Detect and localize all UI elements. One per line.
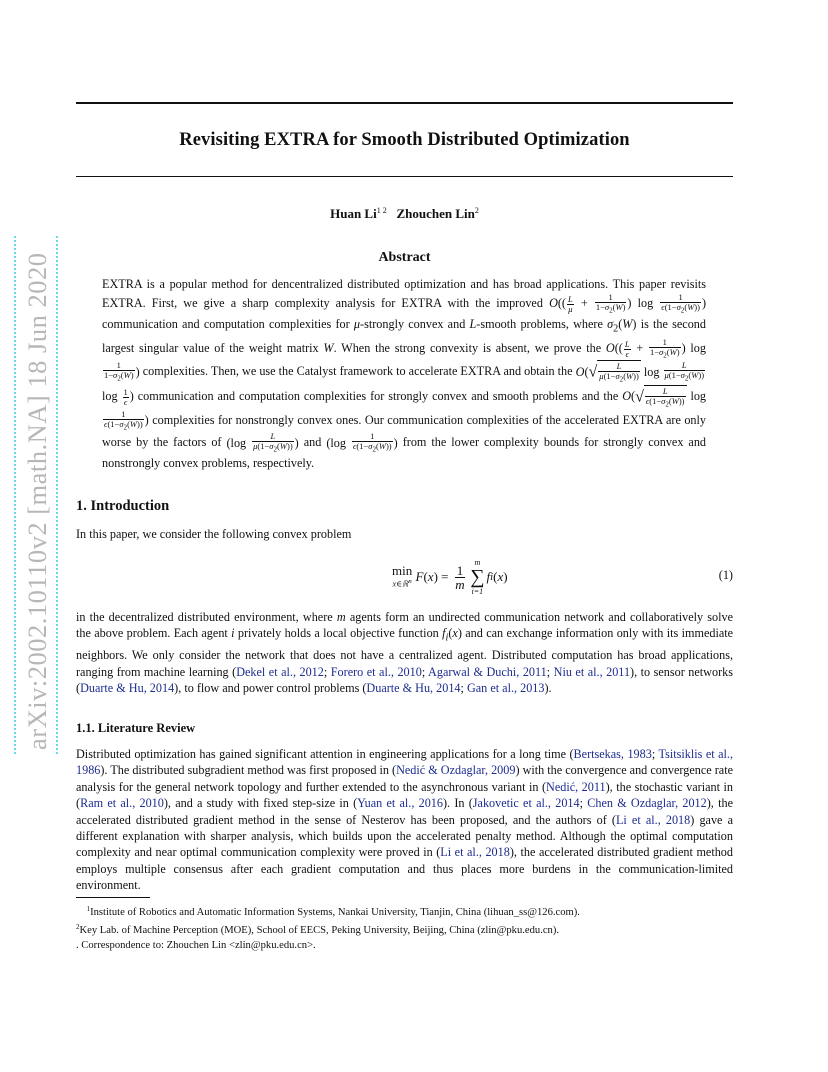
abstract-text: communication and computation complexities for <box>102 316 350 331</box>
citation-link[interactable]: Chen & Ozdaglar, 2012 <box>587 796 707 811</box>
author-list <box>76 206 733 222</box>
citation-link[interactable]: Duarte & Hu, 2014 <box>80 681 175 696</box>
math-inline: O(( $\frac{L}{\epsilon}$ + $\frac{1}{1-\sigma_2(W)}$ ) log $\frac{1}{1-\sigma_2(W)}$ ) <box>104 336 706 384</box>
arxiv-identifier[interactable]: arXiv:2002.10110v2 [math.NA] 18 Jun 2020 <box>22 252 52 750</box>
review-text: ) with the convergence and convergence rate analysis for the general network topology and further extended to the asynchronous variant in ( <box>76 763 733 794</box>
footnote-rule <box>76 897 150 898</box>
review-text: ), the accelerated distributed gradient method employs multiple consensus after each gradient computation and thus places more burdens in the communication-limited environment. <box>76 845 733 893</box>
abstract-heading: Abstract <box>378 250 431 265</box>
abstract-body: EXTRA is a popular method for dencentralized distributed optimization and has broad applications. This paper revisits EXTRA. First, we give a sharp complexity analysis for EXTRA with the improved O(( $\frac{L}{\mu}$ + $\frac{1}{1-\sigma_2(W)}$ ) log $\frac{1}{\epsilon(1-\sigma_2(W))}$ ) communication and computation complexities for μ-strongly convex and L-smooth problems, where $\sigma_2(W)$ is the second largest singular value of the weight matrix W. When the strong convexity is absent, we prove the O(( $\frac{L}{\epsilon}$ + $\frac{1}{1-\sigma_2(W)}$ ) log $\frac{1}{1-\sigma_2(W)}$ ) complexities. Then, we use the Catalyst framework to accelerate EXTRA and obtain the O(√ $\frac{L}{\mu(1-\sigma_2(W))}$ log $\frac{L}{\mu(1-\sigma_2(W))}$ log $\frac{1}{\epsilon}$ ) communication and computation complexities for strongly convex and smooth problems and the O(√ $\frac{L}{\epsilon(1-\sigma_2(W))}$ log $\frac{1}{\epsilon(1-\sigma_2(W))}$ ) complexities for nonstrongly convex ones. Our communication complexities of the accelerated EXTRA are only worse by the factors of (log $\frac{L}{\mu(1-\sigma_2(W))}$ ) and (log $\frac{1}{\epsilon(1-\sigma_2(W))}$ ) from the lower complexity bounds for strongly convex and nonstrongly convex problems, respectively. <box>102 277 707 471</box>
citation-link[interactable]: Ram et al., 2010 <box>80 796 164 811</box>
abstract-text: complexities. Then, we use the Catalyst framework to accelerate EXTRA and obtain the <box>142 364 573 379</box>
review-text: ). In ( <box>443 796 473 811</box>
math-inline: O(√ $\frac{L}{\mu(1-\sigma_2(W))}$ log $\frac{L}{\mu(1-\sigma_2(W))}$ log $\frac{1}{\epsilon}$ ) <box>102 360 705 407</box>
author-affiliation: 1 2 <box>376 206 387 215</box>
intro-text: in the decentralized distributed environment, where <box>76 610 333 624</box>
equation-body: min x∈ℝ$^n$ F ( x ) = $\frac{1}{m}$ m ∑ i=1 f i ( x ) <box>392 558 508 596</box>
math-inline: (log $\frac{1}{\epsilon(1-\sigma_2(W))}$ ) <box>326 431 398 455</box>
abstract-text: and <box>303 435 322 450</box>
title-rule-bottom <box>76 176 733 177</box>
paper-title: Revisiting EXTRA for Smooth Distributed Optimization <box>179 130 630 150</box>
abstract-text: EXTRA is a popular method for dencentralized distributed optimization and has broad applications. This paper revisits EXTRA. First, we give a sharp complexity analysis for EXTRA with the improved <box>102 277 706 311</box>
intro-text: ), to flow and power control problems ( <box>174 681 367 696</box>
title-rule-top <box>76 102 733 104</box>
review-text: ), and a study with fixed step-size in ( <box>163 796 358 811</box>
review-paragraph: Distributed optimization has gained significant attention in engineering applications for a long time (Bertsekas, 1983; Tsitsiklis et al., 1986). The distributed subgradient method was first proposed in (Nedić & Ozdaglar, 2009) with the convergence and convergence rate analysis for the general network topology and further extended to the asynchronous variant in (Nedić, 2011), the stochastic variant in (Ram et al., 2010), and a study with fixed step-size in (Yuan et al., 2016). In (Jakovetic et al., 2014; Chen & Ozdaglar, 2012), the accelerated distributed gradient method in the sense of Nesterov has been proposed, and the authors of (Li et al., 2018) gave a different explanation with sharper analysis, which builds upon the accelerated penalty method. Although the optimal computation complexity and near optimal communication complexity were proved in (Li et al., 2018), the accelerated distributed gradient method employs multiple consensus after each gradient computation and thus places more burdens in the communication-limited environment. <box>76 747 733 893</box>
citation-link[interactable]: Tsitsiklis et al., 1986 <box>76 747 733 778</box>
citation-link[interactable]: Bertsekas, 1983 <box>573 747 652 761</box>
citation-link[interactable]: Niu et al., 2011 <box>553 664 631 679</box>
citation-link[interactable]: Agarwal & Duchi, 2011 <box>428 664 547 679</box>
footnotes <box>76 902 733 953</box>
abstract-text: is the second largest singular value of the weight matrix <box>102 316 706 355</box>
intro-text: and can exchange information only with its immediate neighbors. We only consider the network that does not have a centralized agent. Distributed computation has broad applications, ranging from machine learning ( <box>76 626 734 679</box>
equation-number: (1) <box>718 568 733 582</box>
footnote-text: Key Lab. of Machine Perception (MOE), School of EECS, Peking University, Beijing, China (zlin@pku.edu.cn). <box>79 925 560 937</box>
citation-link[interactable]: Nedić, 2011 <box>546 779 606 794</box>
footnote-text: Institute of Robotics and Automatic Information Systems, Nankai University, Tianjin, China (lihuan_ss@126.com). <box>90 907 580 918</box>
abstract-text: complexities for nonstrongly convex ones. Our communication complexities of the accelerated EXTRA are only worse by the factors of <box>102 412 707 450</box>
author-name: Huan Li <box>330 206 377 221</box>
intro-text: privately holds a local objective function <box>237 626 439 641</box>
footnote-text: . Correspondence to: Zhouchen Lin <zlin@pku.edu.cn>. <box>76 939 316 951</box>
citation-link[interactable]: Li et al., 2018 <box>440 845 510 860</box>
abstract-text: -smooth problems, where <box>476 316 603 331</box>
section-heading-introduction: 1. Introduction <box>76 498 170 514</box>
abstract-text: -strongly convex and <box>360 316 466 331</box>
footnote <box>76 939 733 953</box>
math-inline: O(√ $\frac{L}{\epsilon(1-\sigma_2(W))}$ log $\frac{1}{\epsilon(1-\sigma_2(W))}$ ) <box>104 386 707 432</box>
citation-link[interactable]: Gan et al., 2013 <box>466 681 545 696</box>
math-inline: (log $\frac{L}{\mu(1-\sigma_2(W))}$ ) <box>226 431 299 455</box>
review-text: ). The distributed subgradient method was first proposed in ( <box>100 763 397 778</box>
intro-text: ). <box>544 681 552 696</box>
intro-text: agents form an undirected communication network and collaboratively solve the above problem. Each agent <box>76 610 734 641</box>
citation-link[interactable]: Jakovetic et al., 2014 <box>472 796 580 811</box>
author-affiliation: 2 <box>474 206 479 215</box>
equation-1 <box>76 556 733 598</box>
review-text: Distributed optimization has gained significant attention in engineering applications for a long time ( <box>76 747 574 761</box>
review-text: ) gave a different explanation with sharper analysis, which builds upon the accelerated penalty method. Although the optimal computation complexity and near optimal communication complexity were proved in ( <box>76 812 733 860</box>
intro-text: In this paper, we consider the following convex problem <box>76 527 352 541</box>
abstract-text: from the lower complexity bounds for strongly convex and nonstrongly convex problems, respectively. <box>102 435 707 471</box>
citation-link[interactable]: Nedić & Ozdaglar, 2009 <box>396 763 516 778</box>
citation-link[interactable]: Li et al., 2018 <box>615 812 691 827</box>
intro-paragraph: in the decentralized distributed environment, where m agents form an undirected communication network and collaboratively solve the above problem. Each agent i privately holds a local objective function $f_i(x)$ and can exchange information only with its immediate neighbors. We only consider the network that does not have a centralized agent. Distributed computation has broad applications, ranging from machine learning (Dekel et al., 2012; Forero et al., 2010; Agarwal & Duchi, 2011; Niu et al., 2011), to sensor networks (Duarte & Hu, 2014), to flow and power control problems (Duarte & Hu, 2014; Gan et al., 2013). <box>76 610 734 696</box>
citation-link[interactable]: Duarte & Hu, 2014 <box>366 681 461 696</box>
review-text: ), the accelerated distributed gradient method in the sense of Nesterov has been proposed, and the authors of ( <box>76 796 733 827</box>
intro-paragraph <box>76 526 733 542</box>
footnote: $^2$Key Lab. of Machine Perception (MOE), School of EECS, Peking University, Beijing, China (zlin@pku.edu.cn). <box>76 923 560 937</box>
citation-link[interactable]: Forero et al., 2010 <box>330 664 422 679</box>
footnote: $^1$Institute of Robotics and Automatic Information Systems, Nankai University, Tianjin, China (lihuan_ss@126.com). <box>86 905 580 918</box>
math-inline: O(( $\frac{L}{\mu}$ + $\frac{1}{1-\sigma_2(W)}$ ) log $\frac{1}{\epsilon(1-\sigma_2(W))}$ ) <box>549 292 707 315</box>
review-text: ), the stochastic variant in ( <box>76 779 733 811</box>
abstract-text: communication and computation complexities for strongly convex and smooth problems and the <box>137 389 619 404</box>
subsection-heading-literature-review: 1.1. Literature Review <box>76 721 196 735</box>
citation-link[interactable]: Dekel et al., 2012 <box>236 664 324 679</box>
abstract-text: . When the strong convexity is absent, we prove the <box>333 340 602 355</box>
author-name: Zhouchen Lin <box>396 206 475 221</box>
citation-link[interactable]: Yuan et al., 2016 <box>357 796 443 811</box>
intro-text: ), to sensor networks ( <box>76 664 733 696</box>
